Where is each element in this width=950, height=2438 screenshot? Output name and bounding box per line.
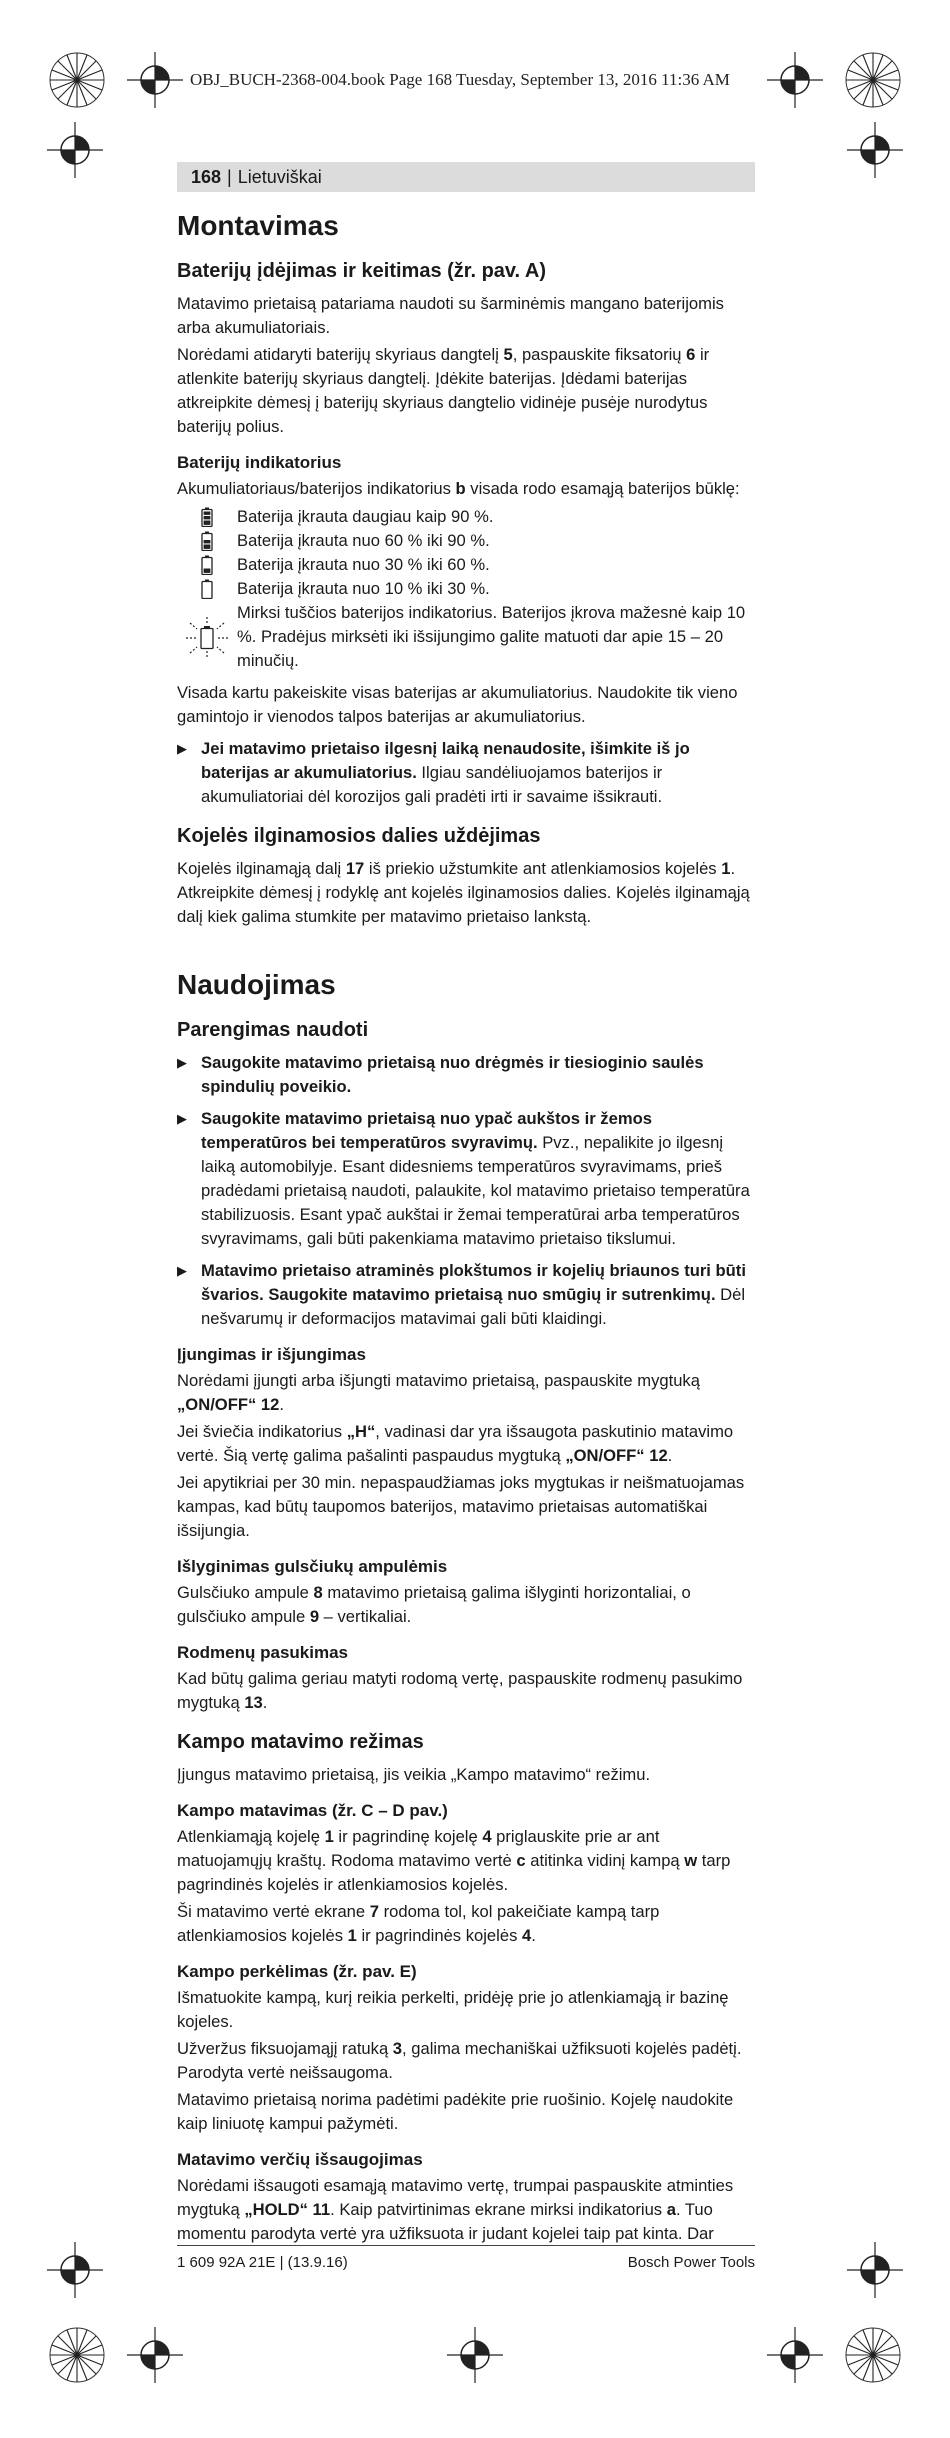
paragraph: Užveržus fiksuojamąjį ratuką 3, galima mechaniškai užfiksuoti kojelės padėtį. Parodyta vertė neišsaugoma.: [177, 2039, 742, 2082]
section-title-naudojimas: Naudojimas: [177, 969, 336, 1000]
paragraph: Jei šviečia indikatorius „H“, vadinasi dar yra išsaugota paskutinio matavimo vertė. Šią vertę galima pašalinti paspaudus mygtuką „ON/OFF“ 12.: [177, 1422, 734, 1465]
battery-indicator-list: [177, 505, 755, 673]
paragraph: Ši matavimo vertė ekrane 7 rodoma tol, kol pakeičiate kampą tarp atlenkiamosios kojelės 1 ir pagrindinės kojelės 4.: [177, 1902, 660, 1945]
battery-blinking-icon: [177, 601, 237, 673]
battery-full-icon: [177, 505, 237, 529]
battery-medium-icon: [177, 553, 237, 577]
list-item: Baterija įkrauta nuo 30 % iki 60 %.: [177, 553, 755, 577]
paragraph: Matavimo prietaisą patariama naudoti su šarminėmis mangano baterijomis arba akumuliatoriais.: [177, 294, 724, 337]
paragraph: Kad būtų galima geriau matyti rodomą vertę, paspauskite rodmenų pasukimo mygtuką 13.: [177, 1669, 743, 1712]
subsection-title-save: Matavimo verčių išsaugojimas: [177, 2150, 423, 2169]
section-title-montavimas: Montavimas: [177, 210, 339, 241]
bullet-triangle-icon: ▶: [177, 1111, 187, 1126]
print-slug: OBJ_BUCH-2368-004.book Page 168 Tuesday, September 13, 2016 11:36 AM: [190, 70, 730, 89]
paragraph: Akumuliatoriaus/baterijos indikatorius b visada rodo esamąją baterijos būklę:: [177, 479, 740, 498]
list-item: Baterija įkrauta nuo 10 % iki 30 %.: [177, 577, 755, 601]
crop-mark-icon: [125, 50, 185, 110]
subsection-title-transfer: Kampo perkėlimas (žr. pav. E): [177, 1962, 417, 1981]
crop-mark-icon: [45, 120, 105, 180]
bullet-triangle-icon: ▶: [177, 1263, 187, 1278]
paragraph: Įjungus matavimo prietaisą, jis veikia „Kampo matavimo“ režimu.: [177, 1765, 651, 1784]
paragraph: Visada kartu pakeiskite visas baterijas ar akumuliatorius. Naudokite tik vieno gamintojo ir vienodos talpos baterijas ar akumuliatorius.: [177, 683, 738, 726]
paragraph: Norėdami išsaugoti esamąją matavimo vertę, trumpai paspauskite atminties mygtuką „HOLD“ 11. Kaip patvirtinimas ekrane mirksi indikatorius a. Tuo momentu parodyta vertė yra užfiksuota ir judant kojelei taip pat kinta. Dar: [177, 2176, 734, 2243]
list-item: Baterija įkrauta nuo 60 % iki 90 %.: [177, 529, 755, 553]
subsection-title-angle-mode: Kampo matavimo režimas: [177, 1731, 424, 1753]
crop-mark-icon: [765, 2325, 825, 2385]
list-item: Mirksi tuščios baterijos indikatorius. Baterijos įkrova mažesnė kaip 10 %. Pradėjus mirksėti iki išsijungimo galite matuoti dar apie 15 – 20 minučių.: [177, 601, 755, 673]
subsection-title-rotate: Rodmenų pasukimas: [177, 1643, 348, 1662]
registration-rosette-icon: [47, 50, 107, 110]
list-item: ▶ Jei matavimo prietaiso ilgesnį laiką nenaudosite, išimkite iš jo baterijas ar akumuliatorius. Ilgiau sandėliuojamos baterijos ir akumuliatoriai dėl korozijos gali pradėti irti ir savaime išsikrauti.: [177, 737, 755, 809]
registration-rosette-icon: [47, 2325, 107, 2385]
paragraph: Gulsčiuko ampule 8 matavimo prietaisą galima išlyginti horizontaliai, o gulsčiuko ampule 9 – vertikaliai.: [177, 1583, 691, 1626]
list-item: ▶ Matavimo prietaiso atraminės plokštumos ir kojelių briaunos turi būti švarios. Saugokite matavimo prietaisą nuo smūgių ir sutrenkimų. Dėl nešvarumų ir deformacijos matavimai gali būti klaidingi.: [177, 1259, 755, 1331]
page-number: 168: [191, 166, 222, 187]
subsection-title-prep: Parengimas naudoti: [177, 1019, 369, 1041]
registration-rosette-icon: [843, 50, 903, 110]
header-language: Lietuviškai: [237, 166, 322, 187]
bullet-triangle-icon: ▶: [177, 1055, 187, 1070]
header-separator: |: [227, 166, 232, 187]
crop-mark-icon: [45, 2240, 105, 2300]
bullet-triangle-icon: ▶: [177, 741, 187, 756]
registration-rosette-icon: [843, 2325, 903, 2385]
subsection-title-angle-measure: Kampo matavimas (žr. C – D pav.): [177, 1801, 448, 1820]
page-content: [177, 200, 755, 2249]
subsection-title-extension: Kojelės ilginamosios dalies uždėjimas: [177, 825, 541, 847]
list-item: ▶ Saugokite matavimo prietaisą nuo drėgmės ir tiesioginio saulės spindulių poveikio.: [177, 1051, 755, 1099]
paragraph: Jei apytikriai per 30 min. nepaspaudžiamas joks mygtukas ir neišmatuojamas kampas, kad būtų taupomos baterijos, matavimo prietaisas automatiškai išsijungia.: [177, 1473, 745, 1540]
paragraph: Išmatuokite kampą, kurį reikia perkelti, pridėję prie jo atlenkiamąją ir bazinę kojeles.: [177, 1988, 729, 2031]
subsection-title-level: Išlyginimas gulsčiukų ampulėmis: [177, 1557, 448, 1576]
subsection-title-batteries: Baterijų įdėjimas ir keitimas (žr. pav. A): [177, 260, 547, 282]
battery-low-icon: [177, 577, 237, 601]
crop-mark-icon: [845, 120, 905, 180]
crop-mark-icon: [125, 2325, 185, 2385]
subsection-title-onoff: Įjungimas ir išjungimas: [177, 1345, 366, 1364]
paragraph: Norėdami įjungti arba išjungti matavimo prietaisą, paspauskite mygtuką „ON/OFF“ 12.: [177, 1371, 700, 1414]
paragraph: Kojelės ilginamąją dalį 17 iš priekio užstumkite ant atlenkiamosios kojelės 1. Atkreipkite dėmesį į rodyklę ant kojelės ilginamosios dalies. Kojelės ilginamąją dalį kiek galima stumkite per matavimo prietaiso lankstą.: [177, 859, 750, 926]
page-header: [177, 162, 755, 192]
page-footer: [177, 2245, 755, 2271]
paragraph: Norėdami atidaryti baterijų skyriaus dangtelį 5, paspauskite fiksatorių 6 ir atlenkite baterijų skyriaus dangtelį. Įdėkite baterijas. Įdėdami baterijas atkreipkite dėmesį į baterijų skyriaus dangtelio vidinėje pusėje nurodytus baterijų polius.: [177, 345, 710, 436]
battery-high-icon: [177, 529, 237, 553]
paragraph: Atlenkiamąją kojelę 1 ir pagrindinę kojelę 4 priglauskite prie ar ant matuojamųjų kraštų. Rodoma matavimo vertė c atitinka vidinį kampą w tarp pagrindinės kojelės ir atlenkiamosios kojelės.: [177, 1827, 731, 1894]
crop-mark-icon: [445, 2325, 505, 2385]
footer-doc-code: 1 609 92A 21E | (13.9.16): [177, 2254, 348, 2271]
paragraph: Matavimo prietaisą norima padėtimi padėkite prie ruošinio. Kojelę naudokite kaip liniuotę kampui pažymėti.: [177, 2090, 734, 2133]
crop-mark-icon: [765, 50, 825, 110]
crop-mark-icon: [845, 2240, 905, 2300]
list-item: ▶ Saugokite matavimo prietaisą nuo ypač aukštos ir žemos temperatūros bei temperatūros svyravimų. Pvz., nepalikite jo ilgesnį laiką automobilyje. Esant didesniems temperatūros svyravimams, prieš pradėdami prietaisą naudoti, palaukite, kol matavimo prietaiso temperatūra stabilizuosis. Esant ypač aukštai ir žemai temperatūrai arba temperatūros svyravimams, gali būti pakenkiama matavimo prietaiso tikslumui.: [177, 1107, 755, 1251]
subsection-title-battery-indicator: Baterijų indikatorius: [177, 453, 342, 472]
footer-brand: Bosch Power Tools: [627, 2254, 755, 2271]
list-item: Baterija įkrauta daugiau kaip 90 %.: [177, 505, 755, 529]
